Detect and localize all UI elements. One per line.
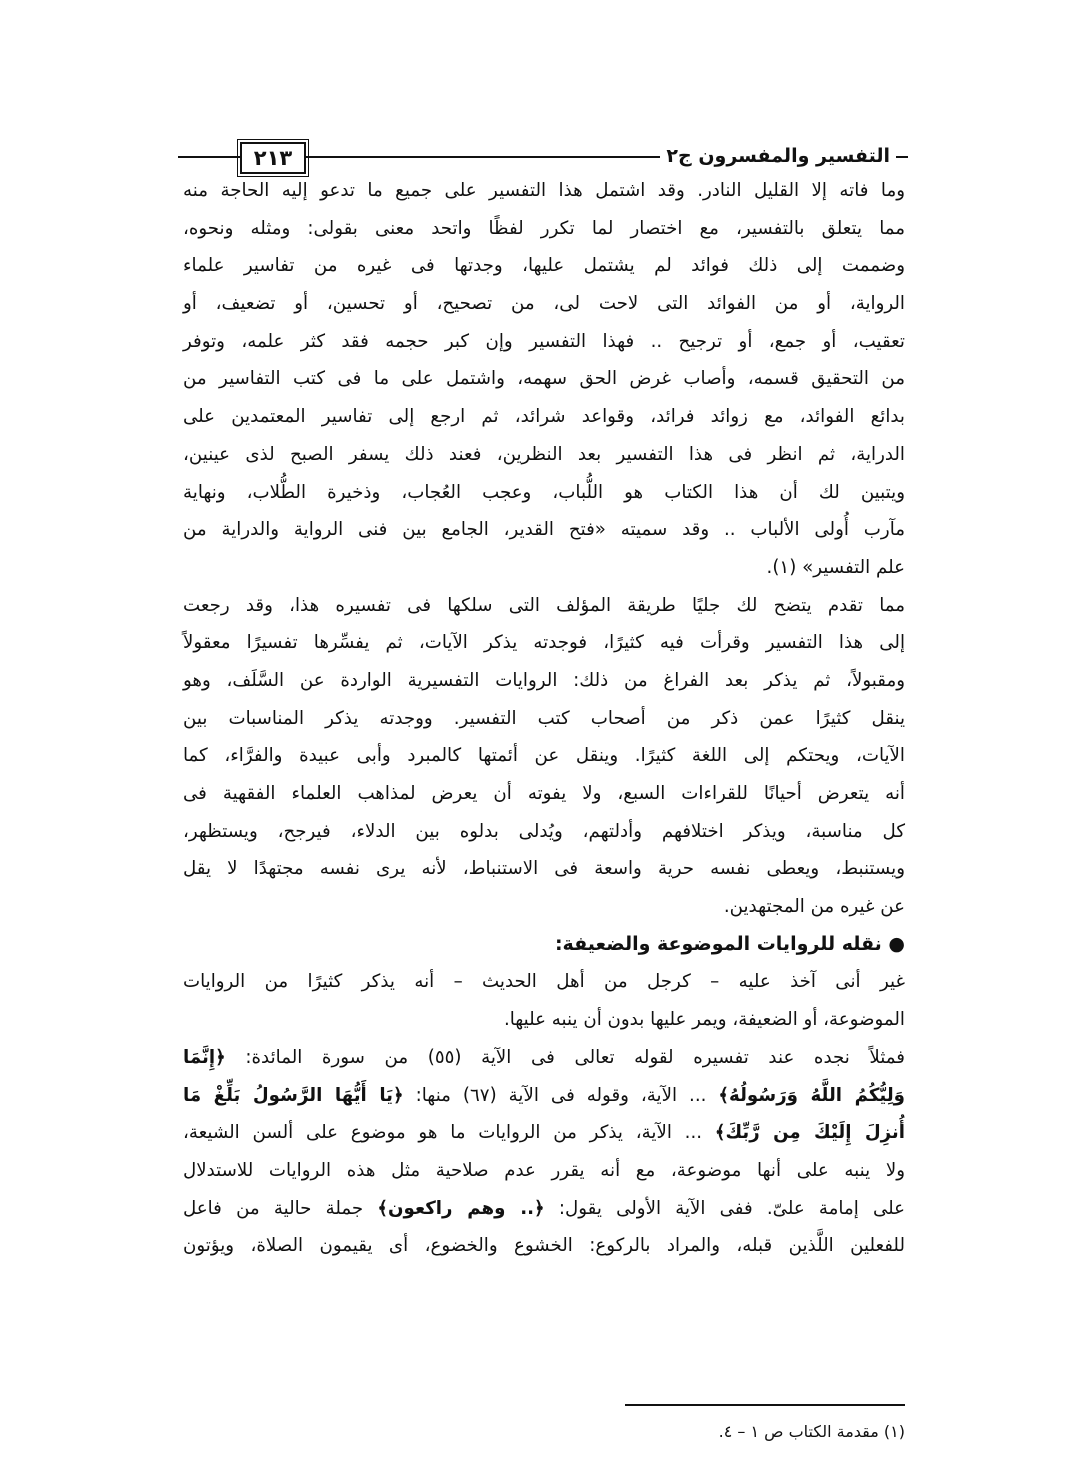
text-line xyxy=(183,360,905,398)
text-line xyxy=(183,587,905,625)
text-line xyxy=(183,700,905,738)
text-segment: ويتبين لك أن هذا الكتاب هو اللُّباب، وعجب العُجاب، وذخيرة الطُّلاب، ونهاية xyxy=(183,481,905,503)
text-line xyxy=(183,737,905,775)
footnote: (١) مقدمة الكتاب ص ١ – ٤. xyxy=(718,1422,905,1441)
running-title: التفسير والمفسرون ج٢ xyxy=(660,140,896,172)
text-segment: ... الآية، وقوله فى الآية (٦٧) منها: xyxy=(403,1084,719,1106)
text-line xyxy=(183,247,905,285)
text-line xyxy=(183,662,905,700)
text-segment: للفعلين اللَّذين قبله، والمراد بالركوع: الخشوع والخضوع، أى يقيمون الصلاة، ويؤتون xyxy=(183,1235,905,1257)
text-segment: فمثلاً نجده عند تفسيره لقوله تعالى فى الآية (٥٥) من سورة المائدة: xyxy=(225,1046,905,1068)
text-line xyxy=(183,285,905,323)
text-line xyxy=(183,850,905,888)
text-segment: الرواية، أو من الفوائد التى لاحت لى، من تصحيح، أو تحسين، أو تضعيف، أو xyxy=(183,293,905,315)
quran-verse: ﴿.. وهم راكعون﴾ xyxy=(377,1197,545,1219)
text-line xyxy=(183,398,905,436)
text-line xyxy=(183,210,905,248)
text-line xyxy=(183,1190,905,1228)
quran-verse: وَلِيُّكُمُ اللَّهُ وَرَسُولُهُ﴾ xyxy=(718,1084,905,1106)
text-segment: ومقبولاً، ثم يذكر بعد الفراغ من ذلك: الروايات التفسيرية الواردة عن السَّلَف، وهو xyxy=(183,669,905,691)
text-segment: بدائع الفوائد، مع زوائد فرائد، وقواعد شرائد، ثم ارجع إلى تفاسير المعتمدين على xyxy=(183,406,905,428)
text-line xyxy=(183,436,905,474)
text-segment: إلى هذا التفسير وقرأت فيه كثيرًا، فوجدته يذكر الآيات، ثم يفسِّرها تفسيرًا معقولاً xyxy=(183,632,905,654)
text-segment: ينقل كثيرًا عمن ذكر من أصحاب كتب التفسير. ووجدته يذكر المناسبات بين xyxy=(183,707,905,729)
text-segment: الآيات، ويحتكم إلى اللغة كثيرًا. وينقل عن أئمتها كالمبرد وأبى عبيدة والفرَّاء، كما xyxy=(183,745,905,767)
text-line xyxy=(183,775,905,813)
quran-verse: ﴿يَا أَيُّهَا الرَّسُولُ بَلِّغْ مَا xyxy=(183,1084,404,1106)
running-header xyxy=(178,140,908,174)
text-segment: غير أنى آخذ عليه – كرجل من أهل الحديث – أنه يذكر كثيرًا من الروايات xyxy=(183,971,905,993)
text-line xyxy=(183,624,905,662)
text-segment: مما يتعلق بالتفسير، مع اختصار لما تكرر لفظًا واتحد معنى بقولى: ومثله ونحوه، xyxy=(183,217,905,239)
text-line xyxy=(183,549,905,587)
text-line xyxy=(183,1001,905,1039)
quran-verse: ﴿إِنَّمَا xyxy=(183,1046,226,1068)
footnote-rule xyxy=(625,1404,905,1406)
text-segment: أنه يتعرض أحيانًا للقراءات السبع، ولا يفوته أن يعرض لمذاهب العلماء الفقهية فى xyxy=(183,783,905,804)
section-heading xyxy=(183,926,905,964)
text-line xyxy=(183,963,905,1001)
text-line xyxy=(183,511,905,549)
text-segment: الموضوعة، أو الضعيفة، ويمر عليها بدون أن ينبه عليها. xyxy=(503,1009,905,1031)
quran-verse: أُنزِلَ إِلَيْكَ مِن رَّبِّكَ﴾ xyxy=(714,1122,905,1144)
text-segment: ... الآية، يذكر من الروايات ما هو موضوع على ألسن الشيعة، xyxy=(183,1122,715,1144)
text-segment: تعقيب، أو جمع، أو ترجيح .. فهذا التفسير وإن كبر حجمه فقد كثر علمه، وتوفر xyxy=(183,330,905,352)
text-line xyxy=(183,323,905,361)
text-segment: عن غيره من المجتهدين. xyxy=(723,896,905,918)
page-number: ٢١٣ xyxy=(240,142,306,174)
text-line xyxy=(183,1077,905,1115)
text-segment: جملة حالية من فاعل xyxy=(183,1197,378,1219)
text-segment: مآرب أُولى الألباب .. وقد سميته «فتح القدير، الجامع بين فنى الرواية والدراية من xyxy=(183,519,905,541)
text-segment: ولا ينبه على أنها موضوعة، مع أنه يقرر عدم صلاحية مثل هذه الروايات للاستدلال xyxy=(183,1159,905,1181)
text-segment: مما تقدم يتضح لك جليًا طريقة المؤلف التى سلكها فى تفسيره هذا، وقد رجعت xyxy=(183,594,905,616)
text-line xyxy=(183,1152,905,1190)
text-segment: كل مناسبة، ويذكر اختلافهم وأدلتهم، ويُدلى بدلوه بين الدلاء، فيرجح، ويستظهر، xyxy=(183,820,905,842)
text-line xyxy=(183,1114,905,1152)
text-line xyxy=(183,474,905,512)
text-line xyxy=(183,1039,905,1077)
body-text xyxy=(183,172,905,1265)
text-segment: ● نقله للروايات الموضوعة والضعيفة: xyxy=(554,932,905,955)
text-segment: وما فاته إلا القليل النادر. وقد اشتمل هذا التفسير على جميع ما تدعو إليه الحاجة منه xyxy=(183,180,905,201)
text-line xyxy=(183,813,905,851)
text-segment: ويستنبط، ويعطى نفسه حرية واسعة فى الاستنباط، لأنه يرى نفسه مجتهدًا لا يقل xyxy=(183,858,905,880)
text-segment: علم التفسير» (١). xyxy=(766,556,905,578)
text-line xyxy=(183,172,905,210)
text-line xyxy=(183,888,905,926)
text-line xyxy=(183,1227,905,1265)
text-segment: الدراية، ثم انظر فى هذا التفسير بعد النظرين، فعند ذلك يسفر الصبح لذى عينين، xyxy=(183,443,905,465)
text-segment: على إمامة علىّ. ففى الآية الأولى يقول: xyxy=(544,1197,905,1219)
text-segment: وضممت إلى ذلك فوائد لم يشتمل عليها، وجدتها فى غيره من تفاسير علماء xyxy=(183,255,905,277)
text-segment: من التحقيق قسمه، وأصاب غرض الحق سهمه، واشتمل على ما فى كتب التفاسير من xyxy=(183,368,905,390)
